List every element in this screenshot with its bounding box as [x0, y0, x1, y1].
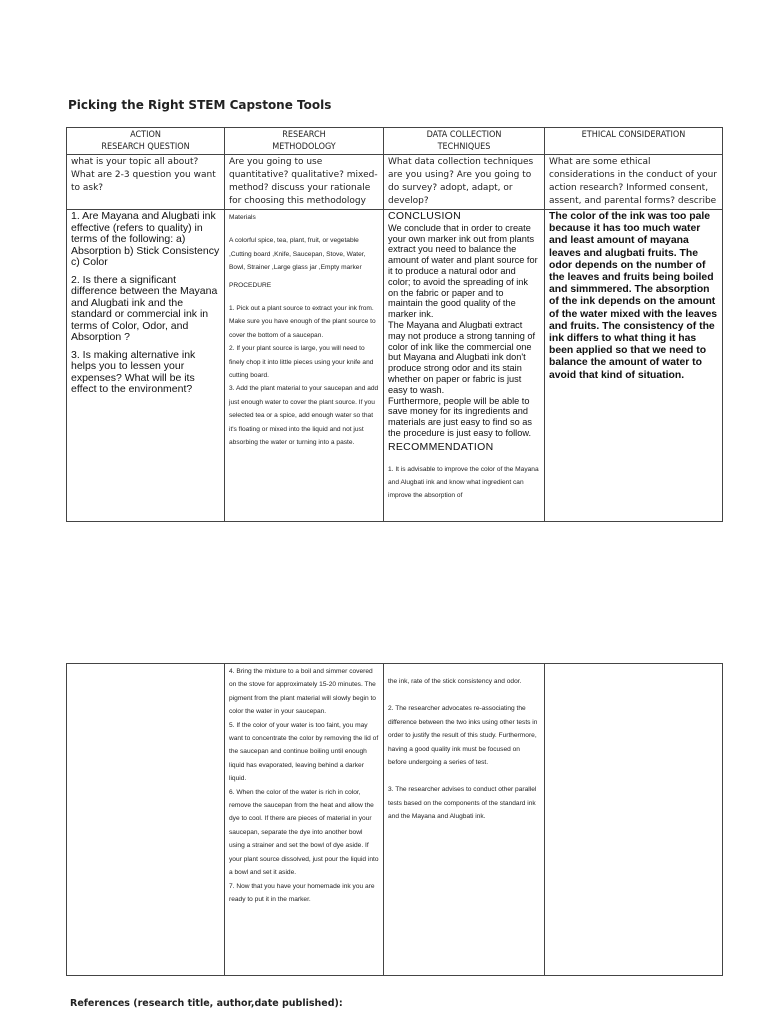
page-title: Picking the Right STEM Capstone Tools [68, 98, 332, 112]
procedure-step: 5. If the color of your water is too faint, you may want to concentrate the color by removing the lid of the saucepan and continue boiling until enough liquid has evaporated, leaving behind a darker liquid. [229, 721, 379, 783]
research-questions [67, 210, 225, 522]
materials-text: A colorful spice, tea, plant, fruit, or vegetable ,Cutting board ,Knife, Saucepan, Stove, Water, Bowl, Strainer ,Large glass jar ,Empty marker [229, 237, 366, 272]
procedure-step: 2. If your plant source is large, you will need to finely chop it into little pieces using your knife and cutting board. [229, 345, 374, 380]
procedure-continued [225, 664, 384, 976]
header-data-collection: DATA COLLECTION TECHNIQUES [384, 128, 545, 155]
header-action: ACTION RESEARCH QUESTION [67, 128, 225, 155]
procedure-step: 6. When the color of the water is rich in color, remove the saucepan from the heat and allow the dye to cool. If there are pieces of material in your saucepan, separate the dye into another bowl using a strainer and set the bowl of dye aside. If your plant source dissolved, just pour the liquid into a bowl and set it aside. [229, 788, 379, 877]
empty-cell [67, 664, 225, 976]
recommendation-paragraph: 2. The researcher advocates re-associating the difference between the two inks using other tests in order to justify the result of this study. Furthermore, having a good quality ink must be focused on before undergoing a series of test. [388, 705, 538, 767]
ethical-cell: The color of the ink was too pale because it has too much water and least amount of mayana leaves and alugbati fruits. The odor depends on the number of the leaves and fruits being boiled and simmmered. The absorption of the ink depends on the amount of the water mixed with the leaves and fruits. The consistency of the ink differs to what thing it has been applied so that we need to balance the amount of water to avoid that kind of situation. [545, 210, 723, 522]
recommendation-text: 1. It is advisable to improve the color of the Mayana and Alugbati ink and know what ingredient can improve the absorption of [388, 465, 539, 500]
recommendation-continued [384, 664, 545, 976]
conclusion-label: CONCLUSION [388, 210, 462, 222]
capstone-table [66, 127, 723, 522]
header-methodology: RESEARCH METHODOLOGY [225, 128, 384, 155]
procedure-step: 4. Bring the mixture to a boil and simmer covered on the stove for approximately 15-20 minutes. The pigment from the plant material will slowly begin to color the water in your saucepan. [229, 668, 376, 716]
procedure-step: 7. Now that you have your homemade ink you are ready to put it in the marker. [229, 882, 375, 903]
data-collection-cell [384, 210, 545, 522]
question-3: 3. Is making alternative ink helps you to lessen your expenses? What will be its effect to the environment? [71, 348, 196, 395]
conclusion-paragraph: Furthermore, people will be able to save money for its ingredients and materials are just easy to find so as the procedure is just easy to follow. [388, 395, 533, 438]
prompt-methodology: Are you going to use quantitative? qualitative? mixed-method? discuss your rationale for choosing this methodology [225, 155, 384, 210]
recommendation-label: RECOMMENDATION [388, 440, 494, 453]
prompt-data-collection: What data collection techniques are you using? Are you going to do survey? adopt, adapt, or develop? [384, 155, 545, 210]
conclusion-paragraph: We conclude that in order to create your own marker ink out from plants extract you need to balance the amount of water and plant source for it to produce a natural odor and color; to avoid the spreading of ink on the fabric or paper and to maintain the good quality of the marker ink. [388, 222, 538, 320]
references-label: References (research title, author,date published): [70, 998, 343, 1009]
question-1: 1. Are Mayana and Alugbati ink effective (refers to quality) in terms of the following: a) Absorption b) Stick Consistency c) Color [71, 210, 220, 268]
prompt-ethical: What are some ethical considerations in the conduct of your action research? Informed consent, assent, and parental forms? describe [545, 155, 723, 210]
empty-cell [545, 664, 723, 976]
materials-label: Materials [229, 214, 256, 221]
question-2: 2. Is there a significant difference between the Mayana and Alugbati ink and the standard or commercial ink in terms of Color, Odor, and Absorption ? [71, 273, 218, 343]
prompt-action: what is your topic all about? What are 2-3 question you want to ask? [67, 155, 225, 210]
methodology-cell [225, 210, 384, 522]
header-ethical: ETHICAL CONSIDERATION [545, 128, 723, 155]
procedure-label: PROCEDURE [229, 281, 272, 289]
capstone-table-continued [66, 663, 723, 976]
recommendation-paragraph: 3. The researcher advises to conduct other parallel tests based on the components of the standard ink and the Mayana and Alugbati ink. [388, 786, 537, 821]
procedure-step: 1. Pick out a plant source to extract your ink from. Make sure you have enough of the plant source to cover the bottom of a saucepan. [229, 305, 376, 339]
recommendation-paragraph: the ink, rate of the stick consistency and odor. [388, 678, 522, 685]
conclusion-paragraph: The Mayana and Alugbati extract may not produce a strong tanning of color of ink like the commercial one but Mayana and Alugbati ink don't produce strong odor and its stain whether on paper or fabric is just easy to wash. [388, 319, 536, 395]
procedure-step: 3. Add the plant material to your saucepan and add just enough water to cover the plant source. If you selected tea or a spice, add enough water so that it's floating or mixed into the liquid and not just absorbing the water or turning into a paste. [229, 385, 379, 447]
